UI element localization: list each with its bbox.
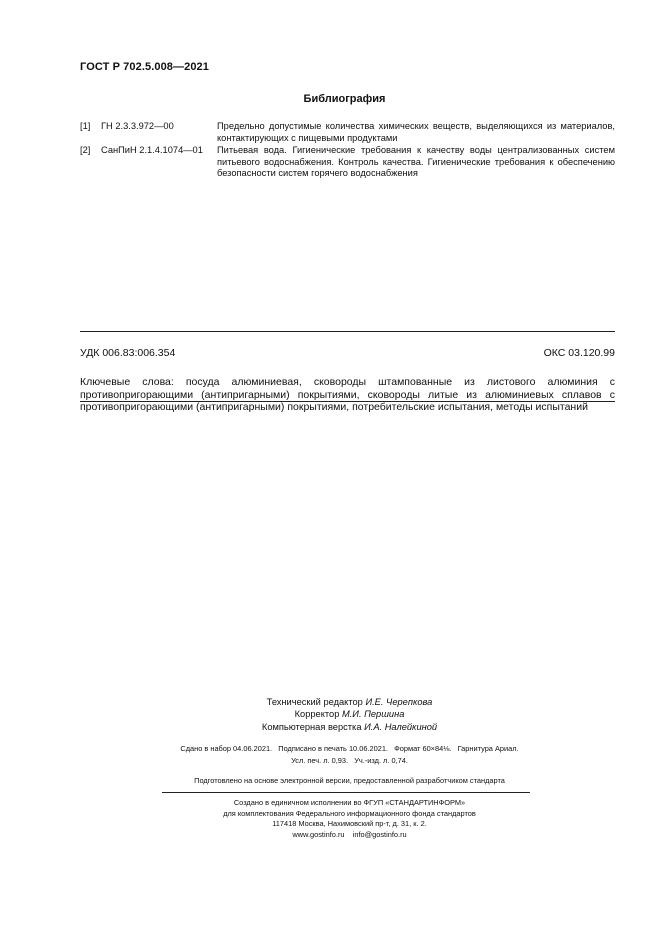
publisher-line: Создано в единичном исполнении во ФГУП «СТАНДАРТИНФОРМ»: [233, 798, 466, 807]
entry-text: Предельно допустимые количества химических веществ, выделяющихся из материалов, контактирующих с пищевыми продуктами: [217, 121, 615, 143]
staff-role: Компьютерная верстка: [261, 721, 362, 732]
bibliography-entry: [80, 121, 615, 144]
oks-code: ОКС 03.120.99: [543, 347, 615, 359]
publisher-line: 117418 Москва, Нахимовский пр-т, д. 31, к. 2.: [272, 819, 427, 828]
staff-name: М.И. Першина: [341, 709, 405, 720]
print-info-line: Усл. печ. л. 0,93. Уч.-изд. л. 0,74.: [291, 755, 408, 765]
udk-code: УДК 006.83:006.354: [80, 347, 176, 359]
publisher-line: для комплектования Федерального информационного фонда стандартов: [223, 808, 476, 818]
print-info-line: Сдано в набор 04.06.2021. Подписано в печать 10.06.2021. Формат 60×84⅛. Гарнитура Ариал.: [180, 744, 519, 753]
staff-line-layout: [38, 721, 661, 733]
staff-line-editor: [38, 696, 661, 708]
staff-name: И.А. Налейкиной: [364, 721, 438, 732]
entry-code: ГН 2.3.3.972—00: [101, 121, 174, 131]
document-header: ГОСТ Р 702.5.008—2021: [80, 61, 209, 73]
entry-number: [2]: [80, 145, 91, 155]
staff-name: И.Е. Черепкова: [365, 697, 433, 707]
entry-number: [1]: [80, 121, 91, 131]
entry-text: Питьевая вода. Гигиенические требования к качеству воды централизованных систем питьевого водоснабжения. Контроль качества. Гигиенические требования к обеспечению безопасности систем горячего водоснабжения: [217, 145, 615, 178]
staff-line-corrector: [38, 708, 661, 720]
staff-role: Корректор: [294, 709, 340, 720]
source-note: Подготовлено на основе электронной версии, предоставленной разработчиком стандарта: [194, 776, 505, 785]
bibliography-entry: [80, 145, 615, 180]
divider-top: [80, 331, 615, 332]
staff-credits: [0, 696, 661, 733]
publisher-info: [0, 798, 661, 840]
staff-role: Технический редактор: [266, 697, 363, 707]
bibliography-list: [80, 121, 615, 181]
keywords-paragraph: Ключевые слова: посуда алюминиевая, сковороды штампованные из листового алюминия с противопригорающими (антипригарными) покрытиями, сковороды литые из алюминиевых сплавов с противопригорающими (антипригарными) покрытиями, потребительские испытания, методы испытаний: [80, 376, 615, 413]
entry-code: СанПиН 2.1.4.1074—01: [101, 145, 203, 155]
publisher-line: www.gostinfo.ru info@gostinfo.ru: [292, 829, 407, 839]
divider-publisher: [162, 792, 530, 793]
bibliography-title: Библиография: [303, 93, 386, 105]
divider-bottom: [80, 401, 615, 402]
print-info: [0, 743, 661, 766]
